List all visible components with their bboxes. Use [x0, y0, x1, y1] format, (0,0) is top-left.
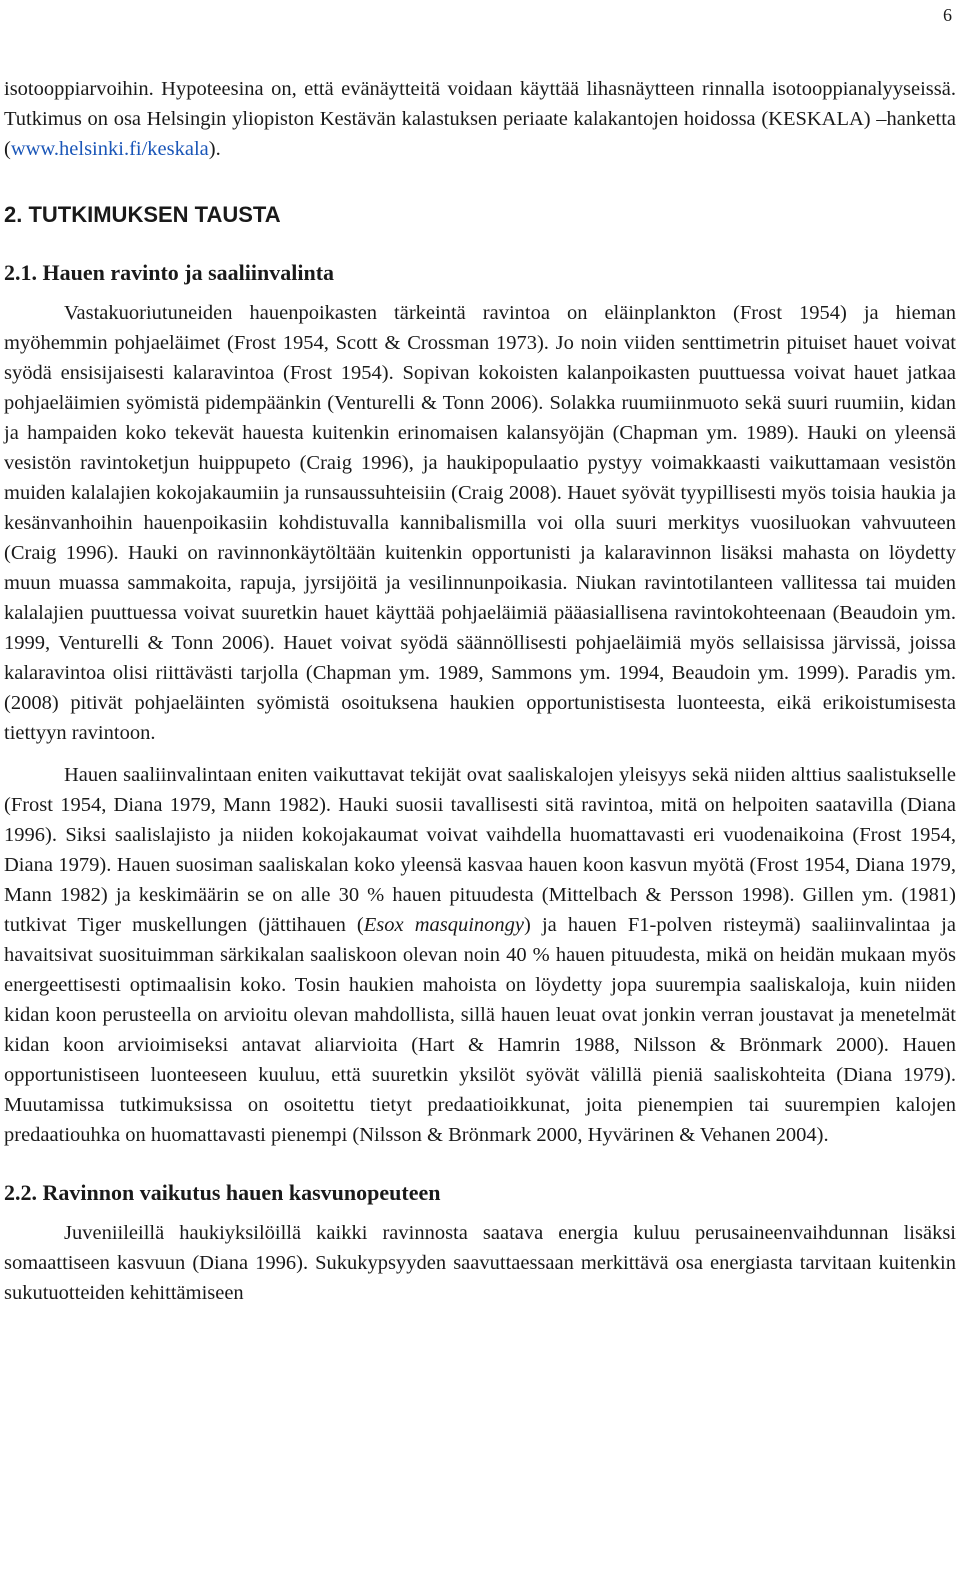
section-2-1-paragraph-2: [4, 760, 956, 1150]
intro-text: isotooppiarvoihin. Hypoteesina on, että evänäytteitä voidaan käyttää lihasnäytteen rinnalla isotooppianalyyseissä. Tutkimus on osa Helsingin yliopiston Kestävän kalastuksen periaate kalakantojen hoidossa (KESKALA) –hanketta (: [4, 78, 956, 160]
section-2-2-paragraph-1: Juveniileillä haukiyksilöillä kaikki ravinnosta saatava energia kuluu perusaineenvaihdunnan lisäksi somaattiseen kasvuun (Diana 1996). Sukukypsyyden saavuttaessaan merkittävä osa energiasta tarvitaan kuitenkin sukutuotteiden kehittämiseen: [4, 1222, 956, 1304]
section-2-1-paragraph-1: Vastakuoriutuneiden hauenpoikasten tärkeintä ravintoa on eläinplankton (Frost 1954) ja hieman myöhemmin pohjaeläimet (Frost 1954, Scott & Crossman 1973). Jo noin viiden senttimetrin pituiset hauet voivat syödä ensisijaisesti kalaravintoa (Frost 1954). Sopivan kokoisten kalanpoikasten puuttuessa voivat hauet jatkaa pohjaeläimien syömistä pidempäänkin (Venturelli & Tonn 2006). Solakka ruumiinmuoto sekä suuri ruumiin, kidan ja hampaiden koko tekevät hauesta kuitenkin erinomaisen kalansyöjän (Chapman ym. 1989). Hauki on yleensä vesistön ravintoketjun huippupeto (Craig 1996), ja haukipopulaatio pystyy voimakkaasti vaikuttamaan vesistön muiden kalalajien kokojakaumiin ja runsaussuhteisiin (Craig 2008). Hauet syövät tyypillisesti myös toisia haukia ja kesänvanhoihin hauenpoikasiin kohdistuvalla kannibalismilla voi olla suuri merkitys vuosiluokan vahvuuteen (Craig 1996). Hauki on ravinnonkäytöltään kuitenkin opportunisti ja kalaravinnon lisäksi mahasta on löydetty muun muassa sammakoita, rapuja, jyrsijöitä ja vesilinnunpoikasia. Niukan ravintotilanteen vallitessa tai muiden kalalajien puuttuessa voivat suuretkin hauet käyttää pohjaeläimiä pääasiallisena ravintokohteenaan (Beaudoin ym. 1999, Venturelli & Tonn 2006). Hauet voivat syödä säännöllisesti pohjaeläimiä myös sellaisissa järvissä, joissa kalaravintoa olisi riittävästi tarjolla (Chapman ym. 1989, Sammons ym. 1994, Beaudoin ym. 1999). Paradis ym. (2008) pitivät pohjaeläinten syömistä osoituksena haukien opportunistisesta luonteesta, eikä erikoistumisesta tiettyyn ravintoon.: [4, 302, 956, 744]
paragraph-2-text-end: ) ja hauen F1-polven risteymä) saaliinvalintaa ja havaitsivat suosituimman särkikalan saaliskoon olevan noin 40 % hauen pituudesta, mikä on heidän mukaan myös energeettisesti optimaalisin koko. Tosin haukien mahoista on löydetty jopa suurempia saaliskaloja, kuin niiden kidan koon perusteella on arvioitu olevan mahdollista, sillä hauen leuat ovat jonkin verran joustavat ja menetelmät kidan koon arvioimiseksi antavat aliarvioita (Hart & Hamrin 1988, Nilsson & Brönmark 2000). Hauen opportunistiseen luonteeseen kuuluu, että suuretkin yksilöt syövät välillä pieniä saaliskohteita (Diana 1979). Muutamissa tutkimuksissa on osoitettu tietyt predaatioikkunat, joita pienempien tai suurempien kalojen predaatiouhka on huomattavasti pienempi (Nilsson & Brönmark 2000, Hyvärinen & Vehanen 2004).: [4, 914, 956, 1146]
page-number: 6: [943, 5, 952, 25]
keskala-link[interactable]: www.helsinki.fi/keskala: [10, 138, 209, 160]
document-body: [4, 74, 956, 1308]
section-2-1-heading: 2.1. Hauen ravinto ja saaliinvalinta: [4, 260, 335, 285]
section-2-heading: 2. TUTKIMUKSEN TAUSTA: [4, 202, 281, 227]
intro-paragraph: [4, 74, 956, 164]
species-name-italic: Esox masquinongy: [363, 914, 525, 936]
paragraph-2-text: Hauen saaliinvalintaan eniten vaikuttavat tekijät ovat saaliskalojen yleisyys sekä niiden alttius saalistukselle (Frost 1954, Diana 1979, Mann 1982). Hauki suosii tavallisesti sitä ravintoa, mitä on helpoiten saatavilla (Diana 1996). Siksi saalislajisto ja niiden kokojakaumat voivat vaihdella huomattavasti eri vuodenaikoina (Frost 1954, Diana 1979). Hauen suosiman saaliskalan koko yleensä kasvaa hauen koon kasvun myötä (Frost 1954, Diana 1979, Mann 1982) ja keskimäärin se on alle 30 % hauen pituudesta (Mittelbach & Persson 1998). Gillen ym. (1981) tutkivat Tiger muskellungen (jättihauen (: [4, 764, 956, 936]
intro-text-end: ).: [208, 138, 221, 160]
section-2-2-heading: 2.2. Ravinnon vaikutus hauen kasvunopeuteen: [4, 1180, 441, 1205]
